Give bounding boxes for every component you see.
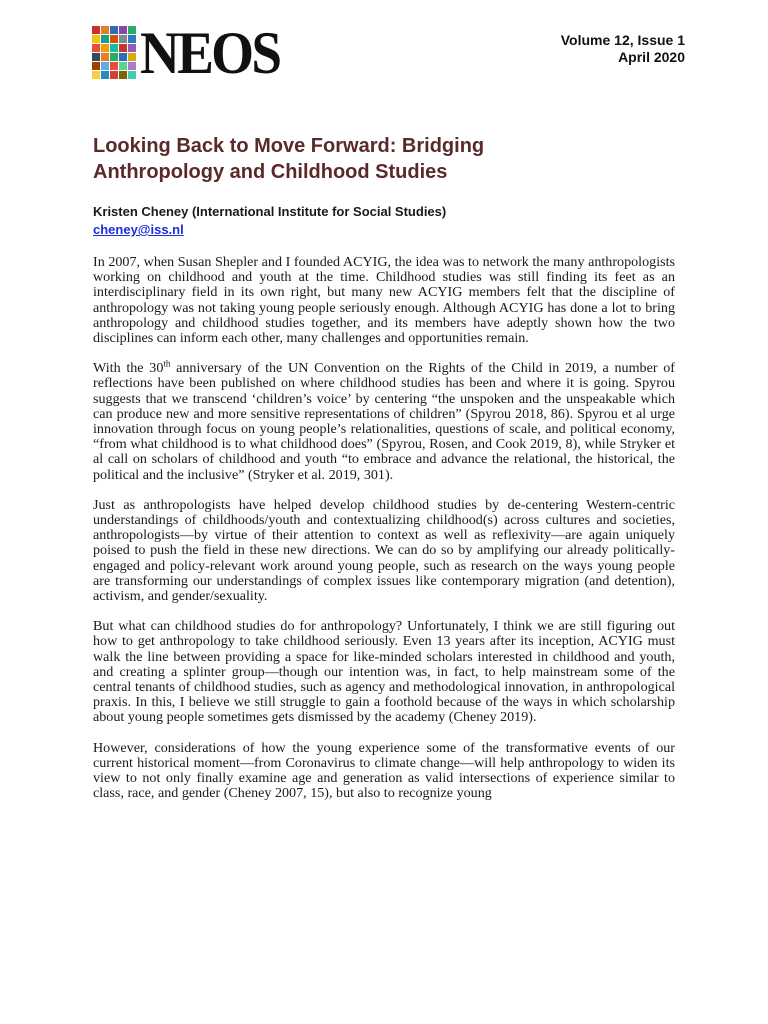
logo-tile <box>128 26 136 34</box>
paragraph-3: Just as anthropologists have helped develop childhood studies by de-centering Western-centric understandings of childhoods/youth and contextualizing childhood(s) across cultures and societies, anthropologists—by virtue of their attention to context as well as reflexivity—are again uniquely poised to push the field in these new directions. We can do so by amplifying our already politically-engaged and policy-relevant work around young people, such as research on the ways young people are transforming our understandings of complex issues like contemporary migration (and detention), activism, and gender/sexuality. <box>93 496 675 605</box>
logo-tile <box>101 62 109 70</box>
logo-mosaic-icon <box>92 26 136 79</box>
logo-tile <box>110 53 118 61</box>
logo-tile <box>101 26 109 34</box>
logo-tile <box>128 53 136 61</box>
logo-tile <box>119 26 127 34</box>
logo-tile <box>128 71 136 79</box>
logo-tile <box>92 35 100 43</box>
volume-issue: Volume 12, Issue 1 <box>560 32 685 48</box>
logo-wordmark: NEOS <box>140 19 280 86</box>
logo-tile <box>128 62 136 70</box>
logo-tile <box>110 26 118 34</box>
logo-tile <box>101 44 109 52</box>
issue-date: April 2020 <box>618 49 685 65</box>
logo-tile <box>92 62 100 70</box>
paragraph-2-start: With the 30 <box>93 360 164 377</box>
paragraph-2 <box>93 358 675 483</box>
logo-tile <box>119 53 127 61</box>
author-line: Kristen Cheney (International Institute for Social Studies) <box>93 204 447 219</box>
logo-tile <box>110 35 118 43</box>
article-body <box>93 255 675 817</box>
logo-tile <box>128 35 136 43</box>
neos-logo <box>92 19 291 86</box>
logo-tile <box>101 71 109 79</box>
paragraph-5: However, considerations of how the young experience some of the transformative events of our current historical moment—from Coronavirus to climate change—will help anthropology to widen its view to not only finally examine age and generation as valid intersections of experience similar to class, race, and gender (Cheney 2007, 15), but also to recognize young <box>93 739 675 802</box>
logo-tile <box>101 35 109 43</box>
logo-tile <box>101 53 109 61</box>
logo-tile <box>119 71 127 79</box>
logo-tile <box>110 44 118 52</box>
logo-tile <box>92 26 100 34</box>
logo-tile <box>119 62 127 70</box>
logo-tile <box>92 44 100 52</box>
logo-tile <box>128 44 136 52</box>
paragraph-2-rest: anniversary of the UN Convention on the Rights of the Child in 2019, a number of reflections have been published on where childhood studies has been and where it is going. Spyrou suggests that we transcend ‘children’s voice’ by centering “the unspoken and the unspeakable which can produce new and more sensitive representations of children” (Spyrou 2018, 86). Spyrou et al urge innovation through focus on young people’s relationalities, questions of scale, and political economy, “from what childhood is to what childhood does” (Spyrou, Rosen, and Cook 2019, 8), while Stryker et al call on scholars of childhood and youth “to embrace and advance the relational, the historical, the political and the inclusive” (Stryker et al. 2019, 301). <box>93 360 675 483</box>
paragraph-1: In 2007, when Susan Shepler and I founded ACYIG, the idea was to network the many anthropologists working on childhood and youth at the time. Childhood studies was still finding its feet as an interdisciplinary field in its own right, but many new ACYIG members felt that the discipline of anthropology was not taking young people seriously enough. Although ACYIG has done a lot to bring anthropology and childhood studies together, and its members have adeptly shown how the two disciplines can inform each other, many challenges and opportunities remain. <box>93 254 675 347</box>
logo-tile <box>119 44 127 52</box>
logo-tile <box>110 71 118 79</box>
author-email-link[interactable]: cheney@iss.nl <box>93 222 184 237</box>
article-title: Looking Back to Move Forward: Bridging Anthropology and Childhood Studies <box>93 135 485 183</box>
paragraph-4: But what can childhood studies do for anthropology? Unfortunately, I think we are still figuring out how to get anthropology to take childhood seriously. Even 13 years after its inception, ACYIG must walk the line between providing a space for like-minded scholars interested in childhood and youth, and creating a splinter group—though our intention was, in fact, to help mainstream some of the central tenants of childhood studies, such as agency and methodological innovation, in anthropological praxis. In this, I believe we still struggle to gain a foothold because of the ways in which scholarship about young people sometimes gets dismissed by the academy (Cheney 2019). <box>93 618 675 726</box>
logo-tile <box>92 71 100 79</box>
issue-info <box>561 32 685 66</box>
ordinal-suffix: th <box>163 358 171 369</box>
logo-tile <box>119 35 127 43</box>
logo-tile <box>110 62 118 70</box>
logo-tile <box>92 53 100 61</box>
